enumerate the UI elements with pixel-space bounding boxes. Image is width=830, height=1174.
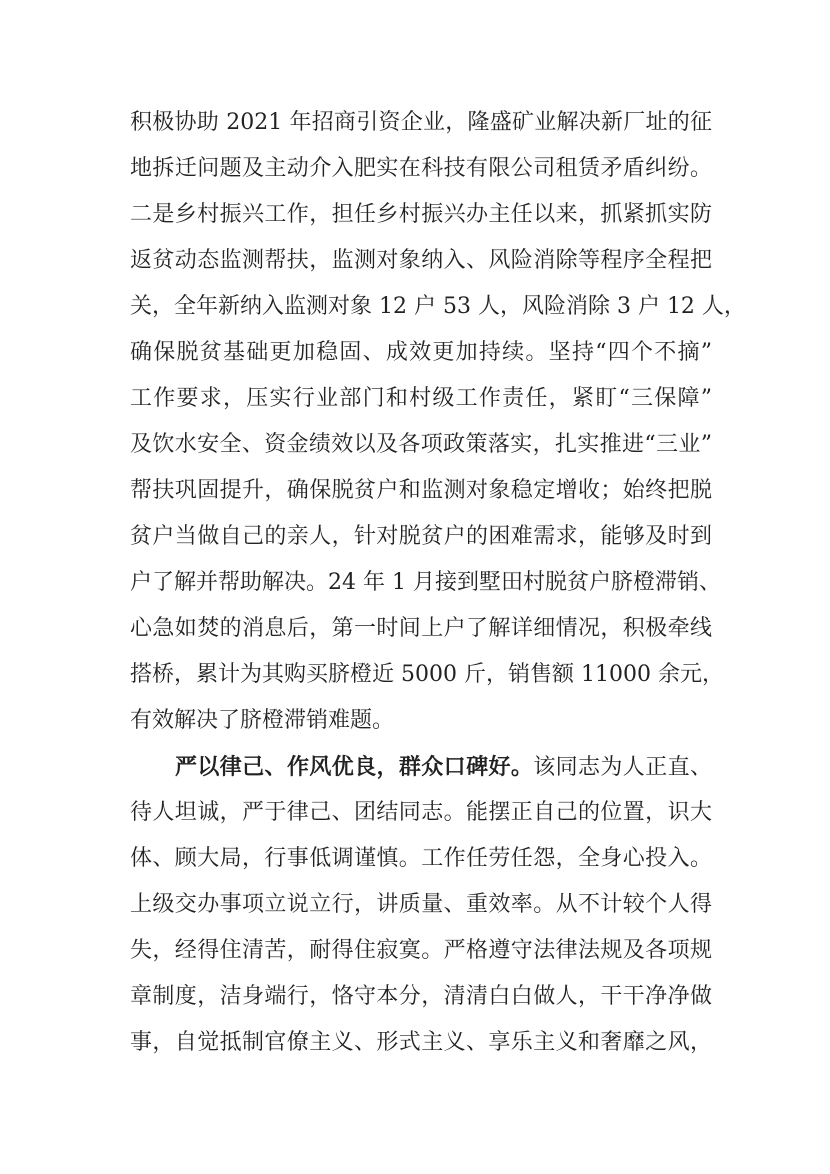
- text-run: 该同志为人正直、: [533, 755, 712, 780]
- text-line: 帮扶巩固提升，确保脱贫户和监测对象稳定增收；始终把脱: [130, 478, 712, 503]
- text-line: 关，全年新纳入监测对象 12 户 53 人，风险消除 3 户 12 人，: [130, 294, 746, 319]
- text-line: 搭桥，累计为其购买脐橙近 5000 斤，销售额 11000 余元，: [130, 662, 724, 687]
- text-line: 二是乡村振兴工作，担任乡村振兴办主任以来，抓紧抓实防: [130, 202, 712, 227]
- text-line: 有效解决了脐橙滞销难题。: [130, 708, 395, 733]
- text-line: [175, 752, 712, 783]
- text-line: 失，经得住清苦，耐得住寂寞。严格遵守法律法规及各项规: [130, 938, 712, 963]
- text-line: 事，自觉抵制官僚主义、形式主义、享乐主义和奢靡之风，: [130, 1030, 712, 1055]
- text-line: 确保脱贫基础更加稳固、成效更加持续。坚持“四个不摘”: [130, 340, 712, 365]
- text-line: 工作要求，压实行业部门和村级工作责任，紧盯“三保障”: [130, 386, 712, 411]
- text-line: 积极协助 2021 年招商引资企业，隆盛矿业解决新厂址的征: [130, 110, 712, 135]
- paragraph-heading: 严以律己、作风优良，群众口碑好。: [175, 754, 534, 780]
- text-line: 返贫动态监测帮扶，监测对象纳入、风险消除等程序全程把: [130, 248, 712, 273]
- text-line: 户了解并帮助解决。24 年 1 月接到墅田村脱贫户脐橙滞销、: [130, 570, 721, 595]
- text-line: 贫户当做自己的亲人，针对脱贫户的困难需求，能够及时到: [130, 524, 712, 549]
- text-line: 待人坦诚，严于律己、团结同志。能摆正自己的位置，识大: [130, 800, 712, 825]
- text-line: 及饮水安全、资金绩效以及各项政策落实，扎实推进“三业”: [130, 432, 712, 457]
- text-line: 心急如焚的消息后，第一时间上户了解详细情况，积极牵线: [130, 616, 712, 641]
- text-line: 地拆迁问题及主动介入肥实在科技有限公司租赁矛盾纠纷。: [130, 156, 712, 181]
- text-line: 体、顾大局，行事低调谨慎。工作任劳任怨，全身心投入。: [130, 846, 712, 871]
- text-line: 章制度，洁身端行，恪守本分，清清白白做人，干干净净做: [130, 984, 712, 1009]
- text-line: 上级交办事项立说立行，讲质量、重效率。从不计较个人得: [130, 892, 712, 917]
